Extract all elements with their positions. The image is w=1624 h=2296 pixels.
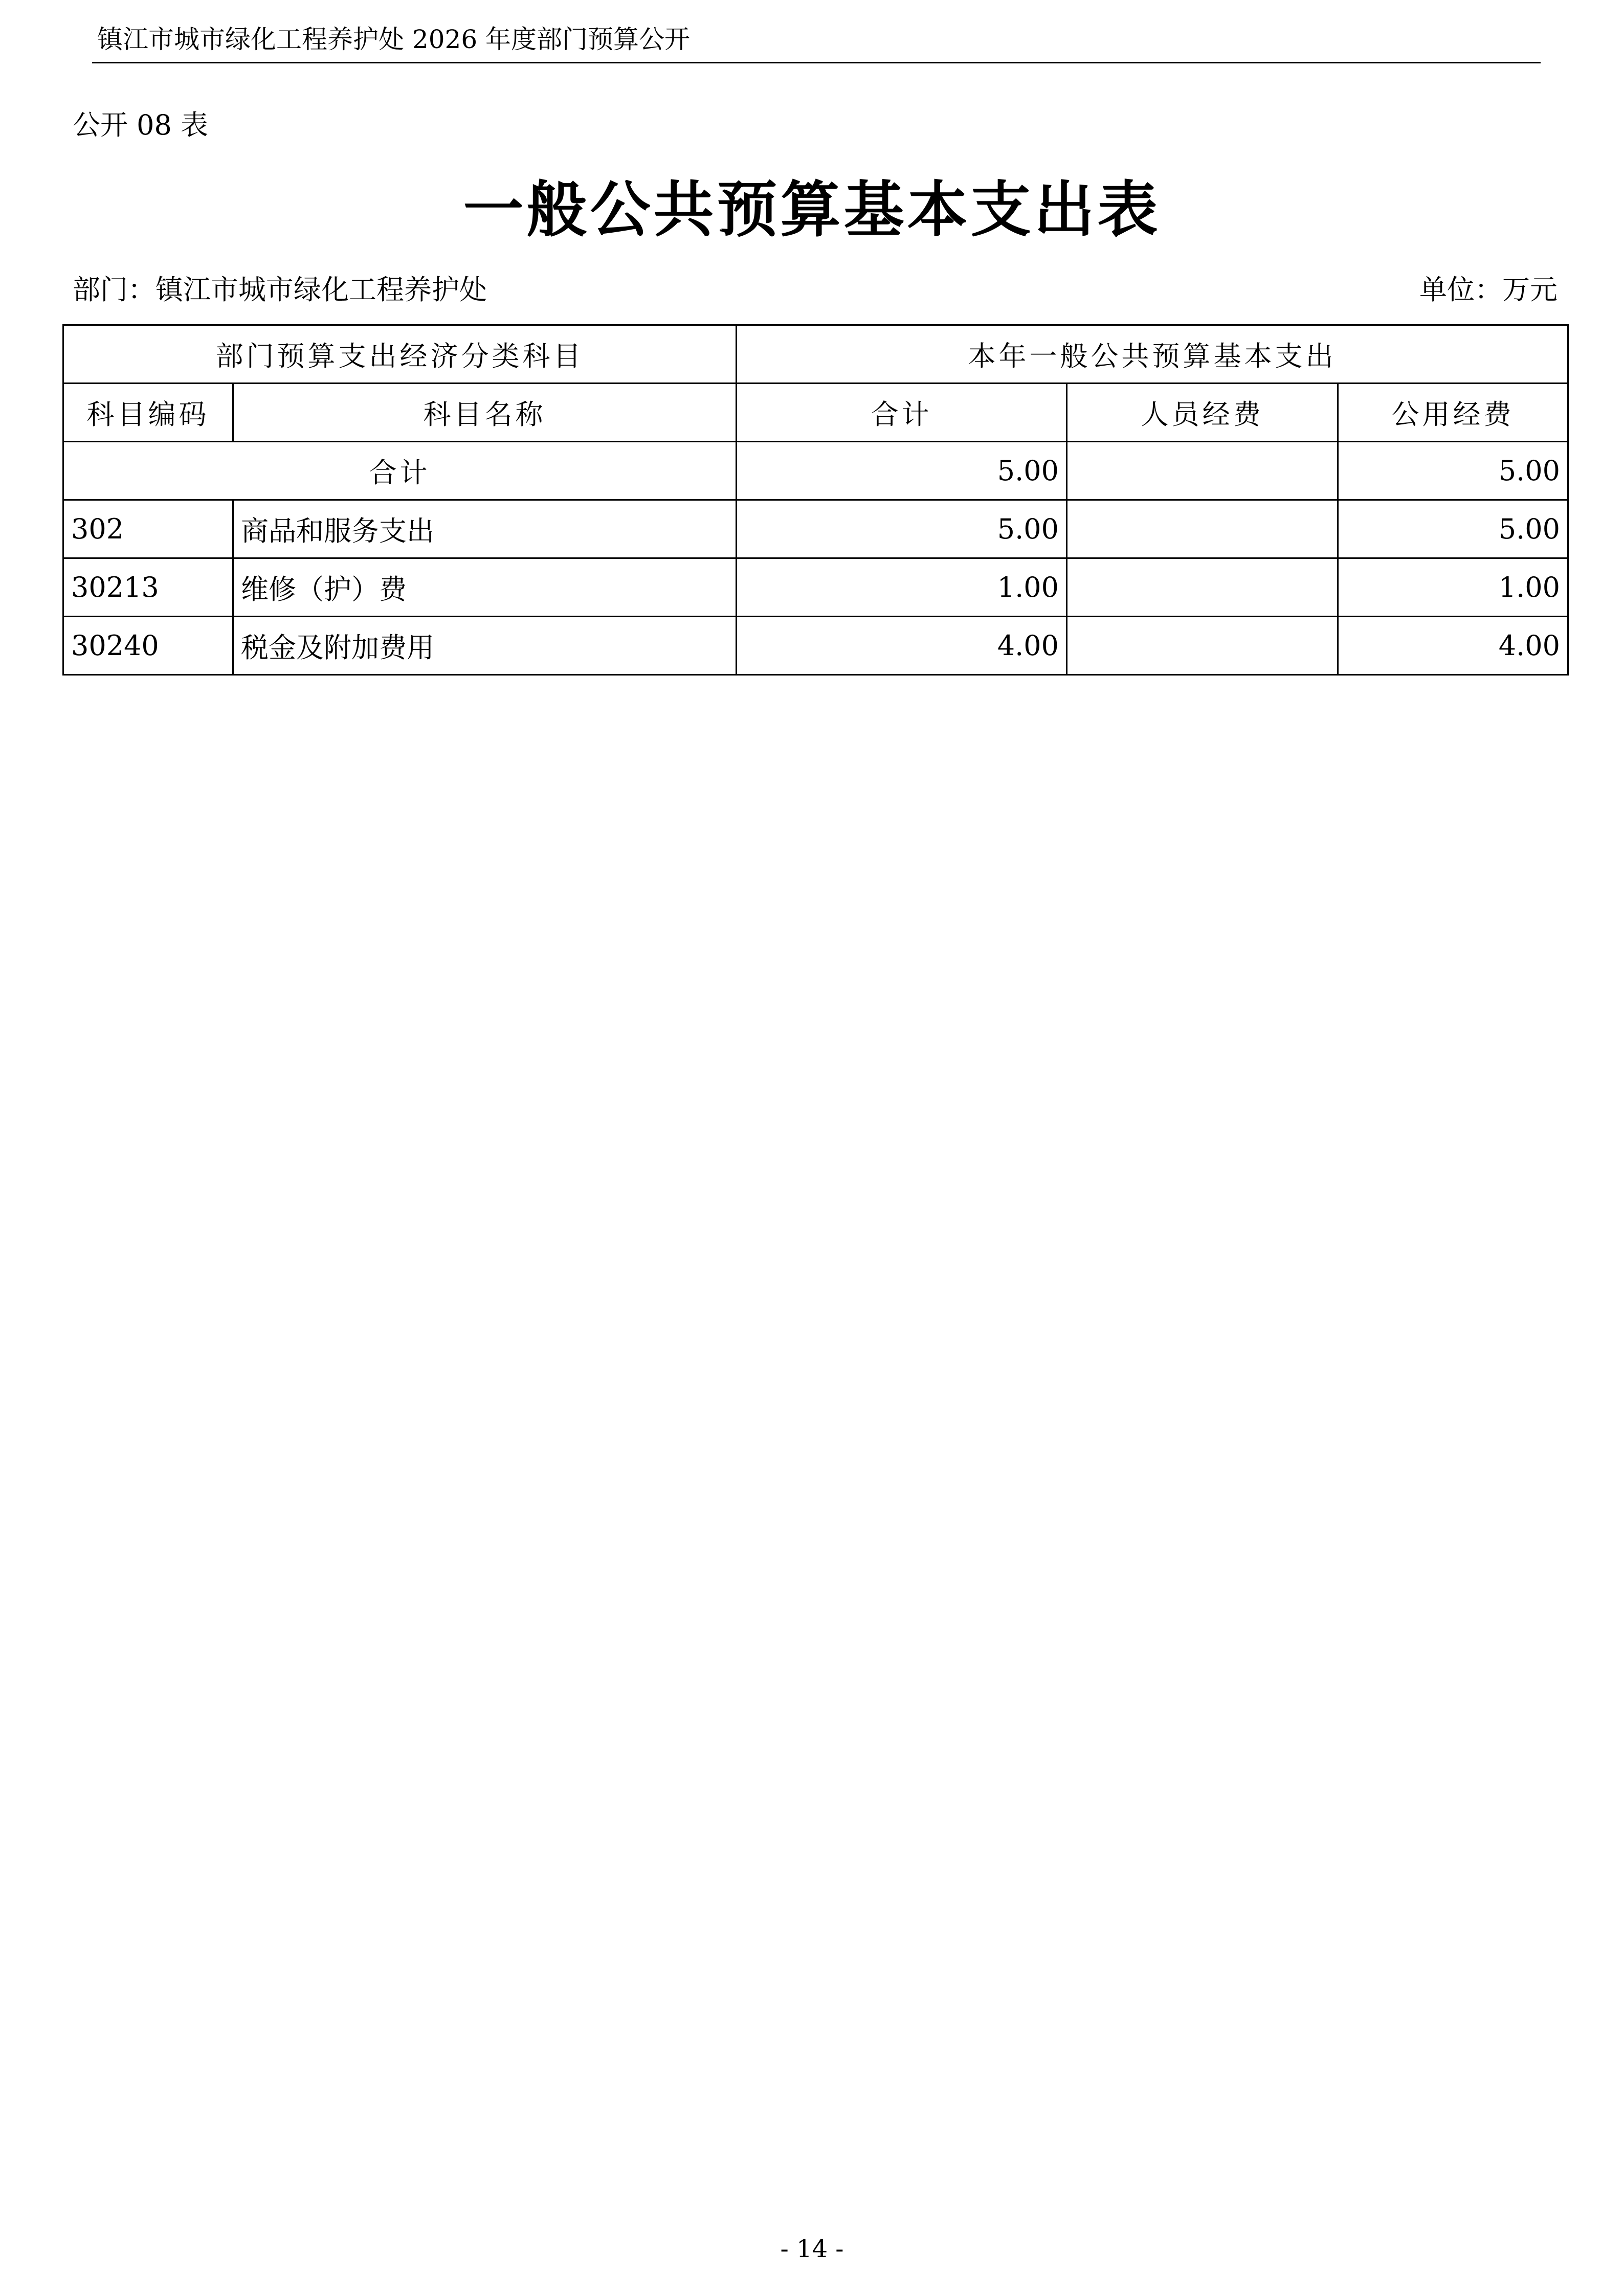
- group-header-economic-class: 部门预算支出经济分类科目: [63, 325, 737, 384]
- column-header-public: 公用经费: [1338, 384, 1568, 442]
- table-code-label: 公开 08 表: [73, 109, 209, 141]
- total-row: [63, 442, 1568, 500]
- row-code: 302: [63, 500, 233, 558]
- group-header-basic-expenditure: 本年一般公共预算基本支出: [737, 325, 1568, 384]
- unit-label: 单位：万元: [1419, 274, 1558, 306]
- row-public: 1.00: [1338, 558, 1568, 617]
- budget-table: [62, 324, 1569, 676]
- department-label: 部门：镇江市城市绿化工程养护处: [73, 274, 487, 306]
- row-personnel: [1067, 500, 1338, 558]
- total-row-total: 5.00: [737, 442, 1067, 500]
- table-row: [63, 558, 1568, 617]
- page-number: - 14 -: [780, 2235, 844, 2263]
- row-code: 30240: [63, 617, 233, 675]
- row-public: 4.00: [1338, 617, 1568, 675]
- row-code: 30213: [63, 558, 233, 617]
- total-row-public: 5.00: [1338, 442, 1568, 500]
- row-total: 5.00: [737, 500, 1067, 558]
- row-name: 税金及附加费用: [233, 617, 737, 675]
- column-header-row: [63, 384, 1568, 442]
- row-total: 1.00: [737, 558, 1067, 617]
- row-name: 维修（护）费: [233, 558, 737, 617]
- column-header-personnel: 人员经费: [1067, 384, 1338, 442]
- row-public: 5.00: [1338, 500, 1568, 558]
- column-header-name: 科目名称: [233, 384, 737, 442]
- total-row-label: 合计: [63, 442, 737, 500]
- page-title: 一般公共预算基本支出表: [463, 174, 1161, 245]
- table-row: [63, 617, 1568, 675]
- row-personnel: [1067, 558, 1338, 617]
- header-divider: [92, 62, 1541, 63]
- group-header-row: [63, 325, 1568, 384]
- total-row-personnel: [1067, 442, 1338, 500]
- column-header-code: 科目编码: [63, 384, 233, 442]
- table-row: [63, 500, 1568, 558]
- row-name: 商品和服务支出: [233, 500, 737, 558]
- running-header-title: 镇江市城市绿化工程养护处 2026 年度部门预算公开: [97, 25, 691, 54]
- row-personnel: [1067, 617, 1338, 675]
- row-total: 4.00: [737, 617, 1067, 675]
- column-header-total: 合计: [737, 384, 1067, 442]
